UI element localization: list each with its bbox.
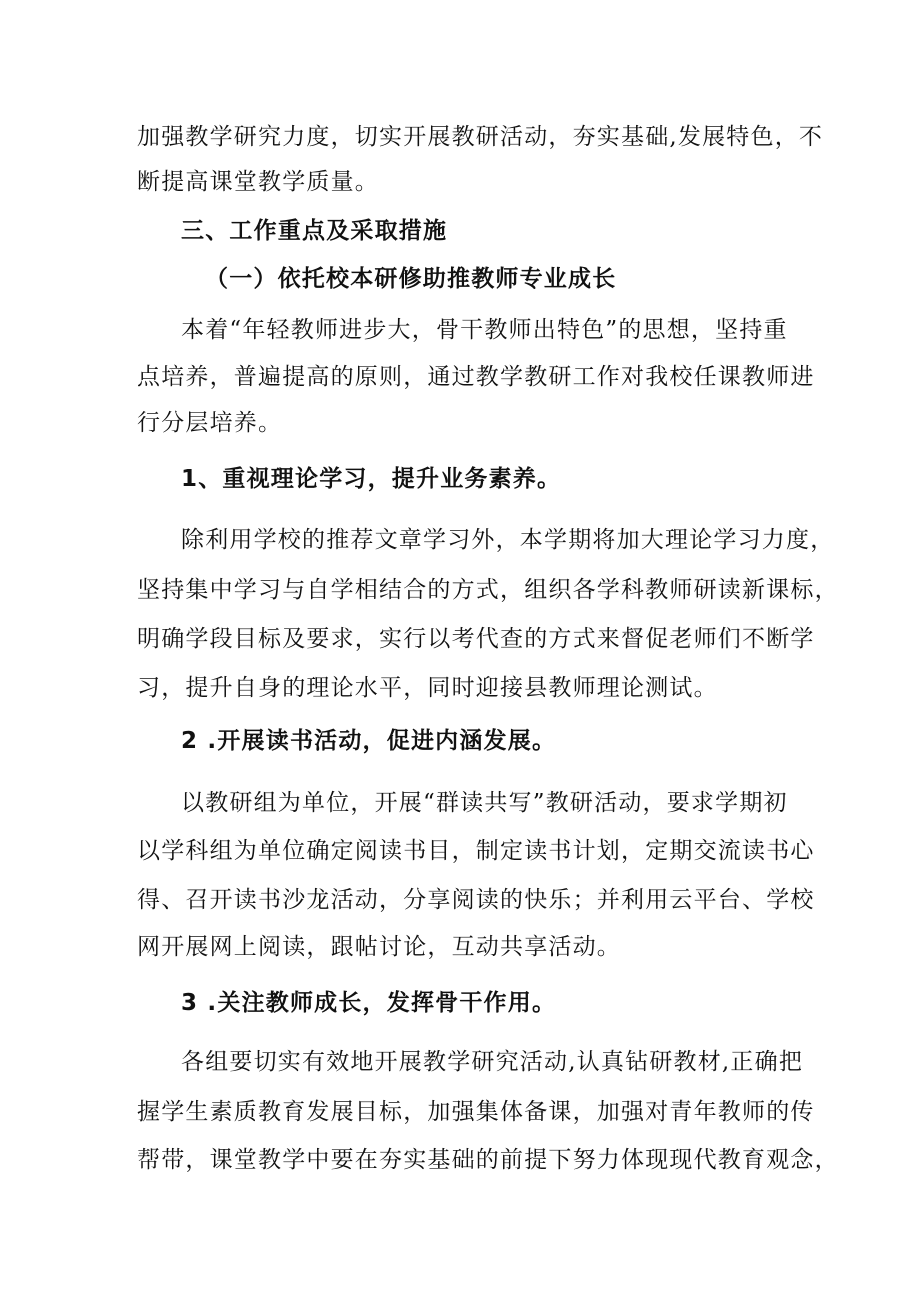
intro-line-2: 断提高课堂教学质量。 [137, 169, 379, 195]
subsection-1-title: （一）依托校本研修助推教师专业成长 [205, 266, 617, 292]
para-d-line-3: 帮带，课堂教学中要在夯实基础的前提下努力体现现代教育观念， [137, 1147, 839, 1173]
para-b-line-2: 坚持集中学习与自学相结合的方式，组织各学科教师研读新课标， [137, 577, 839, 603]
para-b-line-4: 习，提升自身的理论水平，同时迎接县教师理论测试。 [137, 675, 718, 701]
para-d-line-2: 握学生素质教育发展目标，加强集体备课，加强对青年教师的传 [137, 1099, 815, 1125]
para-c-line-3: 得、召开读书沙龙活动，分享阅读的快乐；并利用云平台、学校 [137, 887, 815, 913]
para-a-line-2: 点培养，普遍提高的原则，通过教学教研工作对我校任课教师进 [137, 364, 815, 390]
para-c-line-4: 网开展网上阅读，跟帖讨论，互动共享活动。 [137, 934, 621, 960]
section-3-title: 三、工作重点及采取措施 [181, 218, 448, 244]
intro-line-1: 加强教学研究力度，切实开展教研活动，夯实基础,发展特色，不 [137, 124, 824, 150]
para-a-line-1: 本着“年轻教师进步大，骨干教师出特色”的思想，坚持重 [181, 317, 788, 343]
para-a-line-3: 行分层培养。 [137, 410, 283, 436]
item-2-title: 2 .开展读书活动，促进内涵发展。 [181, 728, 557, 754]
para-b-line-1: 除利用学校的推荐文章学习外，本学期将加大理论学习力度， [181, 527, 835, 553]
para-d-line-1: 各组要切实有效地开展教学研究活动,认真钻研教材,正确把 [181, 1049, 804, 1075]
para-b-line-3: 明确学段目标及要求，实行以考代查的方式来督促老师们不断学 [137, 626, 815, 652]
item-1-title: 1、重视理论学习，提升业务素养。 [181, 466, 562, 492]
item-3-title: 3 .关注教师成长，发挥骨干作用。 [181, 990, 557, 1016]
para-c-line-2: 以学科组为单位确定阅读书目，制定读书计划，定期交流读书心 [137, 838, 815, 864]
para-c-line-1: 以教研组为单位，开展“群读共写”教研活动，要求学期初 [181, 790, 788, 816]
